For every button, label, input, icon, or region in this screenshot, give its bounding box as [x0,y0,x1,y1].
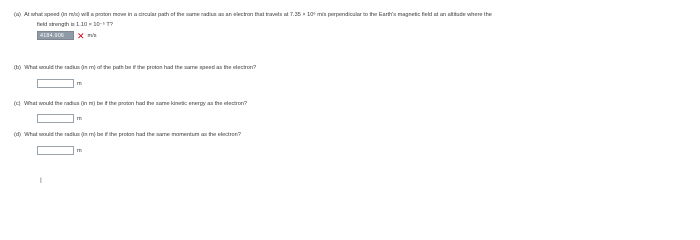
question-d-label: (d) [14,132,21,138]
unit-label-a: m/s [87,32,97,39]
answer-row-d [37,145,82,156]
answer-input-c[interactable] [37,114,74,123]
question-c-label: (c) [14,101,21,107]
question-a-line1: At what speed (in m/s) will a proton move in a circular path of the same radius as an electron that travels at 7.35 × 10⁶ m/s perpendicular to the Earth's magnetic field at an altitude where the [24,12,492,18]
answer-row-b [37,78,82,89]
answer-row-c [37,113,82,124]
question-c-prompt: What would the radius (in m) be if the proton had the same kinetic energy as the electron? [24,101,248,107]
question-d-prompt: What would the radius (in m) be if the proton had the same momentum as the electron? [24,132,241,138]
unit-label-d: m [77,147,82,154]
question-c-text [14,100,247,108]
answer-row-a [37,30,97,41]
answer-input-d[interactable] [37,146,74,155]
question-d-text [14,131,241,139]
incorrect-x-icon: ✕ [77,30,85,41]
question-a-text [14,11,492,19]
text-cursor-icon: ǀ [40,178,42,185]
question-a-label: (a) [14,12,21,18]
unit-label-c: m [77,115,82,122]
answer-input-a[interactable]: 4184.906 [37,31,74,40]
question-b-label: (b) [14,65,21,71]
question-b-prompt: What would the radius (in m) of the path be if the proton had the same speed as the electron? [24,65,257,71]
question-b-text [14,64,256,72]
question-a-line2: field strength is 1.10 × 10⁻⁵ T? [37,22,113,28]
unit-label-b: m [77,80,82,87]
answer-input-b[interactable] [37,79,74,88]
